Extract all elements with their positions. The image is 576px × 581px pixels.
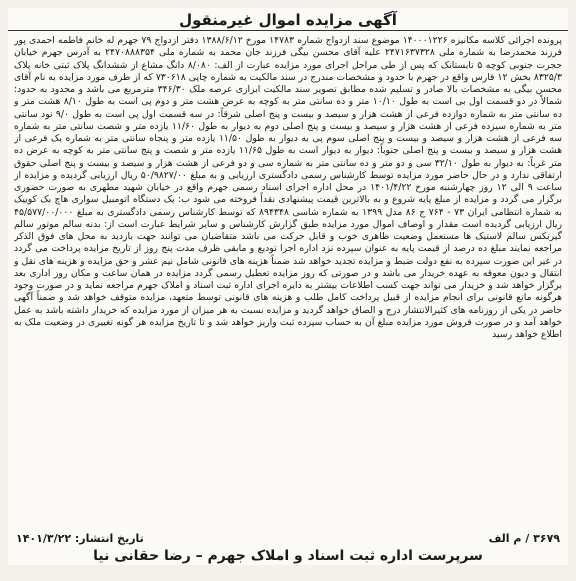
notice-footer-row [16, 530, 560, 546]
notice-body: پرونده اجرائی کلاسه مکانیزه ۱۴۰۰۰۱۲۲۶ موضوع سند ازدواج شماره ۱۴۷۸۳ مورخ ۱۳۸۸/۶/۱۲ دفتر ازدواج ۷۹ جهرم له خانم فاطمه احمدی پور فرزند محمدرضا به شماره ملی ۲۴۷۱۶۳۷۳۲۸ علیه آقای محسن بیگی فرزند جان محمد به شماره ملی ۲۴۷۰۸۸۸۳۵۴ به آدرس جهرم خیابان حجرت جنوبی کوچه ۵ تابستانک که پس از طی مراحل اجرای مورد مزایده عبارت از الف: ۸/۰۸۰ دانگ مشاع از ششدانگ پلاک ثبتی خانه پلاک ۸۳۲۵/۳ بخش ۱۲ فارس واقع در جهرم با حدود و مشخصات مندرج در سند مالکیت به شماره چاپی ۷۳۰۶۱۸ که از طرف مورد مزایده به نام آقای محسن بیگی به مشخصات بالا صادر و تسلیم شده مطابق تصویر سند مالکیت ابرازی عرصه ملک ۳۴۶/۳۰ مترمربع می باشد و محدود به حدود: شمالاً در دو قسمت اول بی است به طول ۱۰/۱۰ متر و ده سانتی متر به کوچه به عرض هشت متر و دوم پی است به طول ۸/۱۰ هشت متر و ده سانتی متر به شماره دوازده فرعی از هشت هزار و سیصد و بیست و پنج اصلی شرقاً: در سه قسمت اول پی است به طول ۹/۰ نود سانتی متر به شماره سیزده فرعی از هشت هزار و سیصد و بیست و پنج اصلی دوم به دیوار به طول ۱۱/۶۰ یازده متر و شصت سانتی متر به شماره سه فرعی از هشت هزار و سیصد و بیست و پنج اصلی سوم پی به دیوار به طول ۱۱/۵۰ یازده متر و پنجاه سانتی متر به شماره یک فرعی از هشت هزار و سیصد و بیست و پنج اصلی جنوباً: دیوار به دیوار است به طول ۱۱/۶۵ یازده متر و شصت و پنج سانتی متر به کوچه به عرض ده متر غرباً: به دیوار به طول ۳۲/۱۰ سی و دو متر و ده سانتی متر به شماره سی و دو فرعی از هشت هزار و سیصد و بیست و پنج اصلی حقوق ارتفاقی ندارد و در حال حاضر مورد مزایده توسط کارشناس رسمی دادگستری ارزیابی و به مبلغ ۵۰/۹۸۲۷/۰۰ ریال ارزیابی گردیده و مزایده از ساعت ۹ الی ۱۲ روز چهارشنبه مورخ ۱۴۰۱/۴/۲۲ در محل اداره اجرای اسناد رسمی جهرم واقع در خیابان شهید مطهری به صورت حضوری برگزار می گردد و مزایده از مبلغ پایه شروع و به بالاترین قیمت پیشنهادی نقداً فروخته می شود ب: یک دستگاه اتومبیل سواری هاچ بک کوییک به شماره انتظامی ایران ۷۳ - ۷۶۴ ج ۸۶ مدل ۱۳۹۹ به شماره شاسی ۸۹۴۳۴۸ که توسط کارشناس رسمی دادگستری به مبلغ ۴۵/۵۷۷/۰۰/۰۰۰ ریال ارزیابی گردیده است مقدار و اوصاف اموال مورد مزایده طبق گزارش کارشناس و سایر شرایط عبارت است از: بدنه سالم موتور سالم گیربکس سالم لاستیک ها مستعمل وضعیت ظاهری خوب و قابل حرکت می باشد متقاضیان می توانند جهت بازدید به محل های فوق الذکر مراجعه نمایند مبلغ ده درصد از قیمت پایه به عنوان سپرده نزد اداره اجرا تودیع و مابقی ظرف مدت پنج روز از تاریخ مزایده پرداخت می گردد در غیر این صورت سپرده به نفع دولت ضبط و مزایده تجدید خواهد شد ضمناً هزینه های قانونی شامل نیم عشر و حق مزایده و هزینه های نقل و انتقال و دیون معوقه به عهده خریدار می باشد و در صورتی که روز مزایده تعطیل رسمی گردد مزایده در همان ساعت و مکان روز اداری بعد برگزار خواهد شد و خریدار می تواند جهت کسب اطلاعات بیشتر به دایره اجرای اداره ثبت اسناد و املاک جهرم مراجعه نماید و در صورت وجود هرگونه مانع قانونی برای انجام مزایده از قبیل پرداخت کامل طلب و هزینه های قانونی توسط متعهد، مزایده متوقف خواهد شد و ضمناً آگهی حاضر در یکی از روزنامه های کثیرالانتشار درج و الصاق خواهد گردید و مزایده نسبت به هر میزان از مورد مزایده که خریدار داشته باشد به عمل خواهد آمد و در صورت فروش مورد مزایده مبلغ آن به حساب سپرده ثبت واریز خواهد شد و تا تاریخ مزایده هر گونه تغییری در وضعیت ملک به اطلاع خواهد رسید [14, 35, 562, 340]
signature-line: سرپرست اداره ثبت اسناد و املاک جهرم – رضا حقانی نیا [93, 548, 483, 564]
notice-page [8, 8, 568, 565]
date-label: تاریخ انتشار [79, 531, 144, 545]
reference-number: ۳۶۷۹ / م الف [488, 531, 560, 545]
publication-date: تاریخ انتشار: ۱۴۰۱/۳/۲۲ [16, 531, 144, 545]
notice-title: آگهی مزایده اموال غیرمنقول [8, 8, 568, 31]
date-value: ۱۴۰۱/۳/۲۲ [16, 531, 72, 545]
